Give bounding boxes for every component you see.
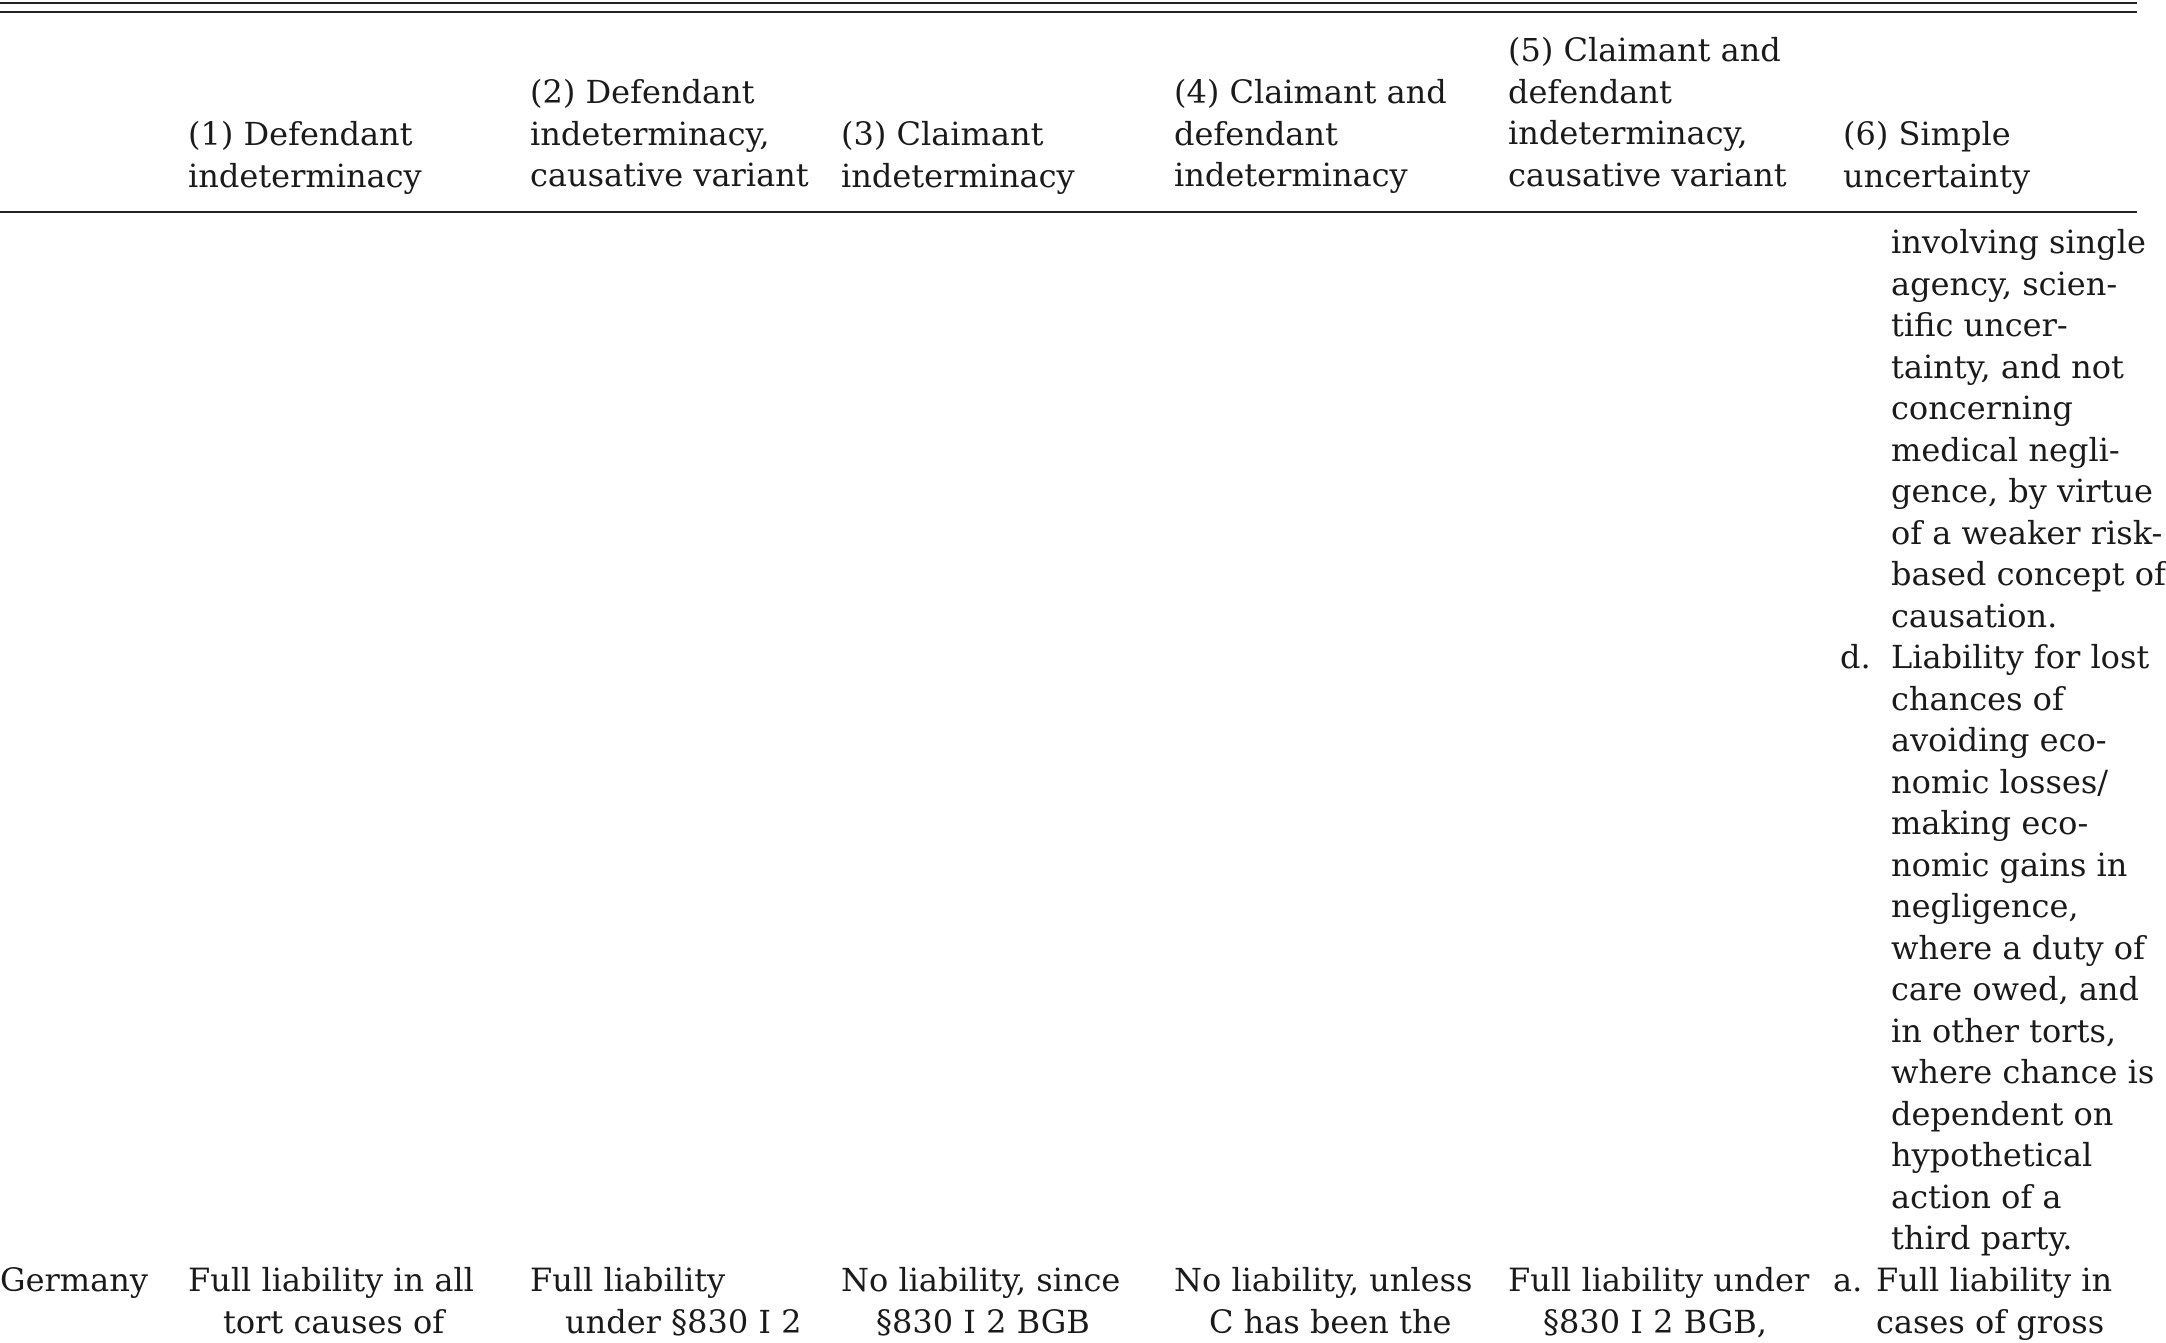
cell-line: third party. [1891,1219,2073,1257]
header-line: (3) Claimant [841,115,1044,153]
cell-line: §830 I 2 BGB [876,1302,1090,1341]
germany-col-4 [1174,1260,1472,1343]
header-line: uncertainty [1843,156,2031,195]
cell-line: concerning [1891,389,2073,427]
cell-line: Liability for lost [1891,638,2150,676]
item-d-text [1891,637,2154,1260]
germany-col-3 [841,1260,1120,1343]
cell-line: where chance is [1891,1053,2155,1091]
header-line: indeterminacy [841,156,1075,195]
cell-line: tific uncer- [1891,306,2068,344]
header-line: causative variant [530,156,809,194]
germany-col-6-marker: a. [1833,1261,1863,1299]
cell-line: gence, by virtue [1891,472,2153,510]
header-col-6 [1843,114,2030,197]
cell-line: tort causes of [223,1302,445,1341]
cell-line: of a weaker risk- [1891,513,2163,552]
header-line: indeterminacy, [530,114,770,153]
cell-line: §830 I 2 BGB, [1543,1302,1767,1341]
header-col-2 [530,72,809,197]
germany-col-2 [530,1260,802,1343]
cell-line: making eco- [1891,804,2089,842]
header-line: causative variant [1508,155,1787,194]
cell-line: care owed, and [1891,970,2139,1008]
header-line: defendant [1508,72,1672,111]
cell-line: under §830 I 2 [565,1302,802,1341]
cell-line: C has been the [1209,1302,1452,1341]
cell-line: Full liability in all [188,1261,474,1299]
header-line: indeterminacy, [1508,114,1748,152]
cell-line: based concept of [1891,555,2166,593]
header-col-5 [1508,30,1787,196]
header-col-3 [841,114,1075,197]
cell-line: causation. [1891,596,2058,635]
cell-line: tainty, and not [1891,347,2124,386]
header-line: defendant [1174,114,1338,153]
header-col-4 [1174,72,1447,197]
header-line: (4) Claimant and [1174,73,1447,111]
cell-line: No liability, unless [1174,1261,1473,1299]
germany-col-5 [1508,1260,1809,1343]
cell-line: negligence, [1891,887,2079,925]
cell-line: medical negli- [1891,430,2120,469]
germany-col-1 [188,1260,474,1343]
header-line: (5) Claimant and [1508,31,1781,69]
cell-line: involving single [1891,223,2146,261]
cell-line: agency, scien- [1891,264,2118,303]
item-d-marker: d. [1840,638,1871,676]
top-rule-inner [0,11,2137,13]
header-bottom-rule [0,211,2137,213]
row-country: Germany [0,1261,148,1299]
cell-line: cases of gross [1876,1302,2105,1341]
cell-line: avoiding eco- [1891,721,2107,759]
cell-line: No liability, since [841,1261,1121,1299]
cell-line: Full liability in [1876,1261,2113,1299]
cell-line: Full liability [530,1261,726,1299]
header-line: (2) Defendant [530,73,755,111]
germany-col-6 [1876,1260,2112,1343]
cell-line: hypothetical [1891,1136,2093,1174]
cell-line: where a duty of [1891,928,2145,967]
cell-line: nomic gains in [1891,845,2128,884]
item-c-continuation [1891,222,2166,637]
cell-line: in other torts, [1891,1011,2117,1050]
cell-line: chances of [1891,679,2064,718]
cell-line: action of a [1891,1177,2062,1216]
header-line: (1) Defendant [188,115,413,153]
cell-line: Full liability under [1508,1261,1810,1299]
header-line: indeterminacy [188,156,422,195]
cell-line: dependent on [1891,1094,2114,1133]
header-col-1 [188,114,422,197]
top-rule-outer [0,2,2137,4]
cell-line: nomic losses/ [1891,762,2109,801]
header-line: indeterminacy [1174,156,1408,194]
header-line: (6) Simple [1843,115,2011,153]
